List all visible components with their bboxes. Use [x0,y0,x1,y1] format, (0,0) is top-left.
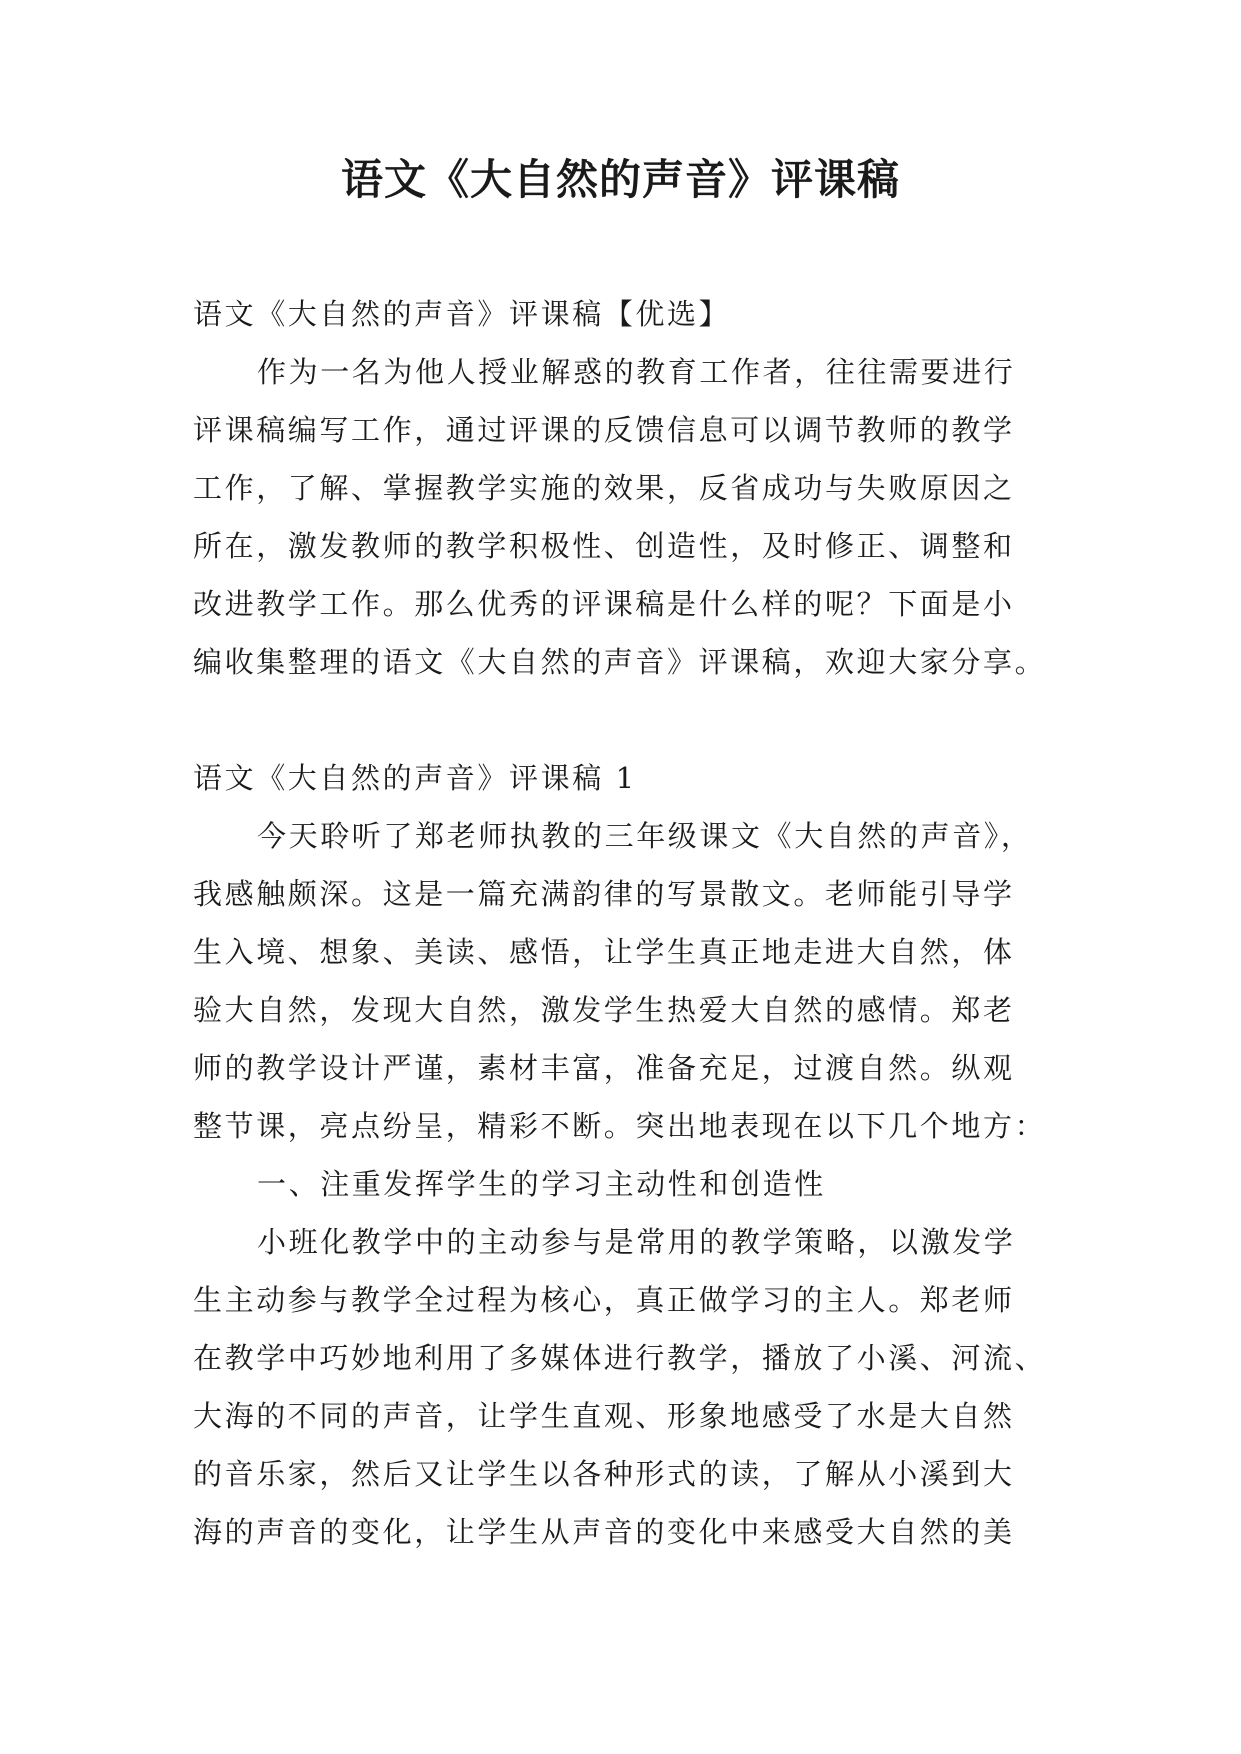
point-line: 的音乐家，然后又让学生以各种形式的读，了解从小溪到大 [193,1457,1015,1491]
paragraph-gap [193,691,1055,749]
section-line: 验大自然，发现大自然，激发学生热爱大自然的感情。郑老 [193,993,1015,1027]
intro-line: 作为一名为他人授业解惑的教育工作者，往往需要进行 [257,355,1016,389]
intro-heading: 语文《大自然的声音》评课稿【优选】 [193,297,731,331]
intro-line: 工作，了解、掌握教学实施的效果，反省成功与失败原因之 [193,471,1015,505]
point-line: 小班化教学中的主动参与是常用的教学策略，以激发学 [257,1225,1016,1259]
section-line: 师的教学设计严谨，素材丰富，准备充足，过渡自然。纵观 [193,1051,1015,1085]
section-line: 我感触颇深。这是一篇充满韵律的写景散文。老师能引导学 [193,877,1015,911]
section-heading: 语文《大自然的声音》评课稿 1 [193,761,637,795]
section-line: 今天聆听了郑老师执教的三年级课文《大自然的声音》， [257,819,1033,853]
document-title: 语文《大自然的声音》评课稿 [340,155,900,204]
intro-line: 所在，激发教师的教学积极性、创造性，及时修正、调整和 [193,529,1015,563]
point-line: 在教学中巧妙地利用了多媒体进行教学，播放了小溪、河流、 [193,1341,1047,1375]
intro-line: 改进教学工作。那么优秀的评课稿是什么样的呢？下面是小 [193,587,1015,621]
section-line: 生入境、想象、美读、感悟，让学生真正地走进大自然，体 [193,935,1015,969]
point-line: 海的声音的变化，让学生从声音的变化中来感受大自然的美 [193,1515,1015,1549]
section-line: 整节课，亮点纷呈，精彩不断。突出地表现在以下几个地方： [193,1109,1047,1143]
intro-line: 编收集整理的语文《大自然的声音》评课稿，欢迎大家分享。 [193,645,1047,679]
point-line: 生主动参与教学全过程为核心，真正做学习的主人。郑老师 [193,1283,1015,1317]
document-body [193,285,1055,1561]
point-line: 大海的不同的声音，让学生直观、形象地感受了水是大自然 [193,1399,1015,1433]
point-heading: 一、注重发挥学生的学习主动性和创造性 [257,1167,826,1201]
intro-line: 评课稿编写工作，通过评课的反馈信息可以调节教师的教学 [193,413,1015,447]
